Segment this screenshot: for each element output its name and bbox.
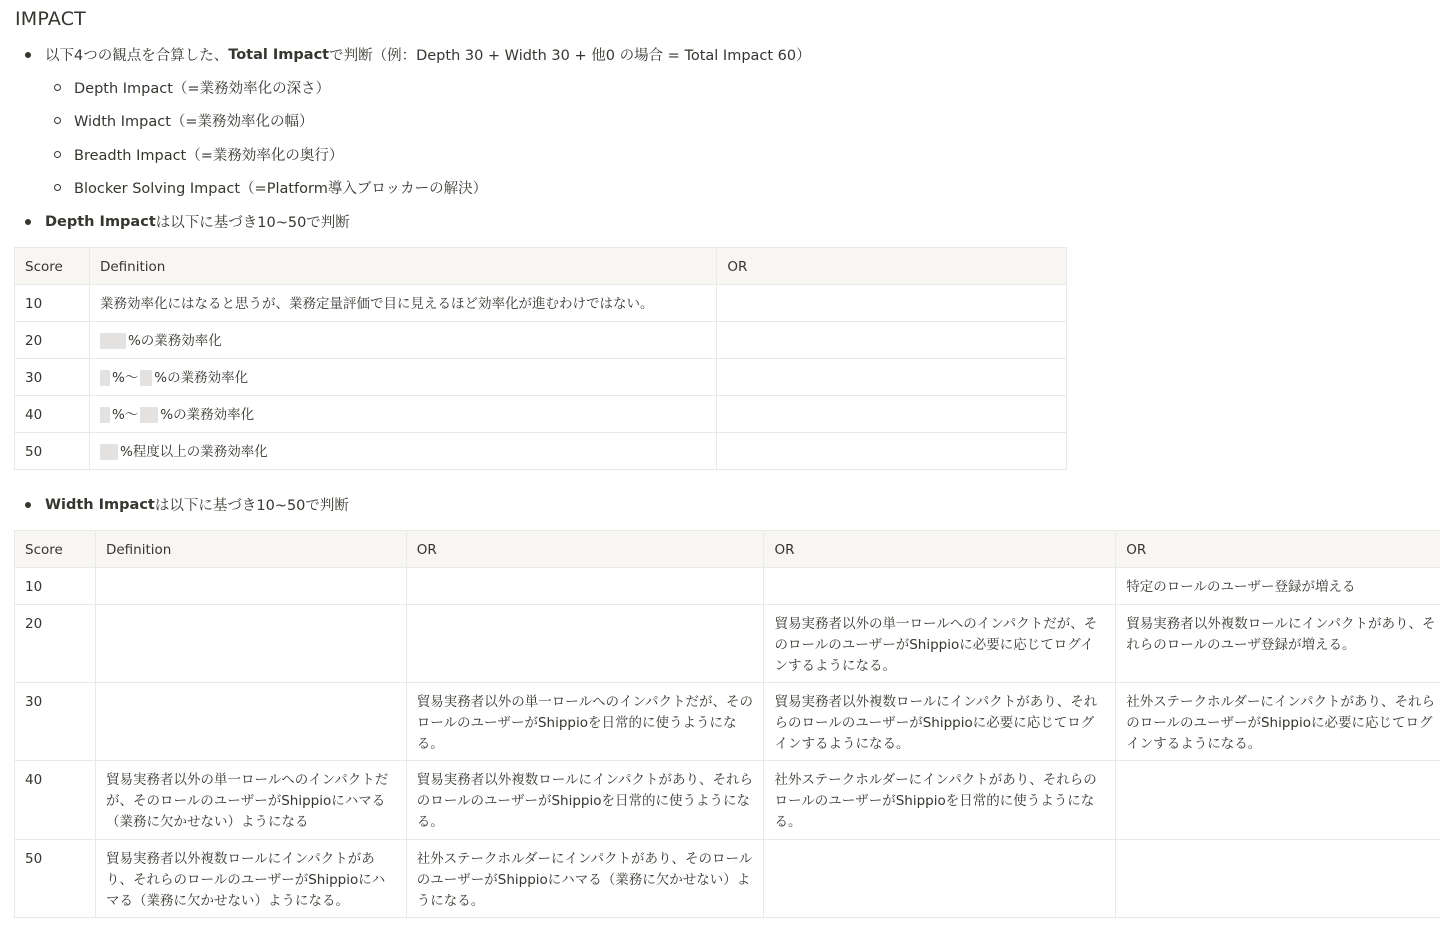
- score-cell: 30: [15, 683, 96, 761]
- definition-cell: [89, 396, 716, 433]
- or-cell: [406, 568, 764, 605]
- or-cell: 貿易実務者以外複数ロールにインパクトがあり、それらのロールのユーザーがShippioを日常的に使うようになる。: [406, 761, 764, 840]
- column-header-or: OR: [717, 248, 1067, 285]
- or-cell: [1116, 840, 1440, 918]
- definition-cell: [89, 322, 716, 359]
- column-header-definition: Definition: [95, 531, 406, 568]
- score-cell: 20: [15, 322, 90, 359]
- score-cell: 40: [15, 761, 96, 840]
- definition-cell: 業務効率化にはなると思うが、業務定量評価で目に見えるほど効率化が進むわけではない。: [89, 285, 716, 322]
- score-cell: 10: [15, 568, 96, 605]
- table-row: [15, 568, 1440, 605]
- bullet-dot-icon: [25, 52, 31, 58]
- bullet-text-bold: Width Impact: [45, 496, 155, 513]
- bullet-depth-impact: [25, 211, 350, 232]
- sub-bullet-text: Width Impact（=業務効率化の幅）: [74, 114, 314, 130]
- table-row: [15, 322, 1067, 359]
- bullet-text-post: で判断（例：Depth 30 + Width 30 + 他0 の場合 = Total Impact 60）: [329, 48, 811, 64]
- sub-bullet-ring-icon: [54, 184, 61, 191]
- bullet-total-impact: [25, 44, 811, 65]
- redacted-value: [100, 370, 110, 386]
- bullet-text-pre: 以下4つの観点を合算した、: [45, 48, 229, 64]
- or-cell: 特定のロールのユーザー登録が増える: [1116, 568, 1440, 605]
- or-cell: [406, 605, 764, 683]
- redacted-value: [140, 407, 158, 423]
- definition-cell: 貿易実務者以外の単一ロールへのインパクトだが、そのロールのユーザーがShippioにハマる（業務に欠かせない）ようになる: [95, 761, 406, 840]
- sub-bullet-ring-icon: [54, 151, 61, 158]
- or-cell: [717, 285, 1067, 322]
- redacted-value: [100, 407, 110, 423]
- definition-text: %程度以上の業務効率化: [119, 444, 268, 460]
- or-cell: 貿易実務者以外の単一ロールへのインパクトだが、そのロールのユーザーがShippioに必要に応じてログインするようになる。: [764, 605, 1116, 683]
- sub-bullet-ring-icon: [54, 84, 61, 91]
- score-cell: 20: [15, 605, 96, 683]
- redacted-value: [100, 444, 118, 460]
- score-cell: 10: [15, 285, 90, 322]
- table-header-row: [15, 248, 1067, 285]
- definition-text-a: %〜: [111, 407, 139, 423]
- table-row: [15, 285, 1067, 322]
- or-cell: 社外ステークホルダーにインパクトがあり、それらのロールのユーザーがShippioに必要に応じてログインするようになる。: [1116, 683, 1440, 761]
- bullet-dot-icon: [25, 219, 31, 225]
- definition-text: %の業務効率化: [127, 333, 222, 349]
- definition-text-b: %の業務効率化: [154, 370, 249, 386]
- bullet-text-bold: Depth Impact: [45, 213, 156, 230]
- definition-cell: 貿易実務者以外複数ロールにインパクトがあり、それらのロールのユーザーがShippioにハマる（業務に欠かせない）ようになる。: [95, 840, 406, 918]
- or-cell: [717, 396, 1067, 433]
- score-cell: 50: [15, 433, 90, 470]
- score-cell: 30: [15, 359, 90, 396]
- sub-bullet-blocker: [54, 177, 487, 198]
- bullet-text-bold: Total Impact: [228, 46, 330, 63]
- sub-bullet-depth: [54, 77, 330, 98]
- score-cell: 40: [15, 396, 90, 433]
- definition-cell: [89, 359, 716, 396]
- or-cell: 社外ステークホルダーにインパクトがあり、それらのロールのユーザーがShippioを日常的に使うようになる。: [764, 761, 1116, 840]
- bullet-dot-icon: [25, 502, 31, 508]
- or-cell: 貿易実務者以外の単一ロールへのインパクトだが、そのロールのユーザーがShippioを日常的に使うようになる。: [406, 683, 764, 761]
- sub-bullet-text: Breadth Impact（=業務効率化の奥行）: [74, 148, 344, 164]
- or-cell: [764, 840, 1116, 918]
- definition-cell: [95, 605, 406, 683]
- or-cell: 社外ステークホルダーにインパクトがあり、そのロールのユーザーがShippioにハマる（業務に欠かせない）ようになる。: [406, 840, 764, 918]
- or-cell: [717, 359, 1067, 396]
- sub-bullet-text: Blocker Solving Impact（=Platform導入ブロッカーの解決）: [74, 181, 488, 197]
- or-cell: [717, 322, 1067, 359]
- definition-cell: [95, 683, 406, 761]
- table-row: [15, 396, 1067, 433]
- or-cell: 貿易実務者以外複数ロールにインパクトがあり、それらのロールのユーザ登録が増える。: [1116, 605, 1440, 683]
- definition-cell: [95, 568, 406, 605]
- or-cell: [717, 433, 1067, 470]
- table-row: [15, 683, 1440, 761]
- sub-bullet-width: [54, 110, 314, 131]
- column-header-or: OR: [764, 531, 1116, 568]
- sub-bullet-text: Depth Impact（=業務効率化の深さ）: [74, 81, 331, 97]
- depth-impact-table: [14, 247, 1067, 470]
- definition-cell: [89, 433, 716, 470]
- sub-bullet-breadth: [54, 144, 343, 165]
- table-row: [15, 359, 1067, 396]
- bullet-text-post: は以下に基づき10~50で判断: [154, 498, 349, 514]
- page-title: IMPACT: [15, 8, 86, 30]
- bullet-width-impact: [25, 494, 349, 515]
- table-row: [15, 840, 1440, 918]
- column-header-definition: Definition: [89, 248, 716, 285]
- redacted-value: [140, 370, 152, 386]
- score-cell: 50: [15, 840, 96, 918]
- column-header-score: Score: [15, 531, 96, 568]
- or-cell: 貿易実務者以外複数ロールにインパクトがあり、それらのロールのユーザーがShippioに必要に応じてログインするようになる。: [764, 683, 1116, 761]
- redacted-value: [100, 333, 126, 349]
- sub-bullet-ring-icon: [54, 117, 61, 124]
- definition-text-a: %〜: [111, 370, 139, 386]
- or-cell: [764, 568, 1116, 605]
- column-header-or: OR: [1116, 531, 1440, 568]
- column-header-score: Score: [15, 248, 90, 285]
- or-cell: [1116, 761, 1440, 840]
- table-row: [15, 761, 1440, 840]
- table-row: [15, 605, 1440, 683]
- width-impact-table: [14, 530, 1440, 918]
- bullet-text-post: は以下に基づき10~50で判断: [155, 215, 350, 231]
- table-row: [15, 433, 1067, 470]
- definition-text-b: %の業務効率化: [160, 407, 255, 423]
- column-header-or: OR: [406, 531, 764, 568]
- table-header-row: [15, 531, 1440, 568]
